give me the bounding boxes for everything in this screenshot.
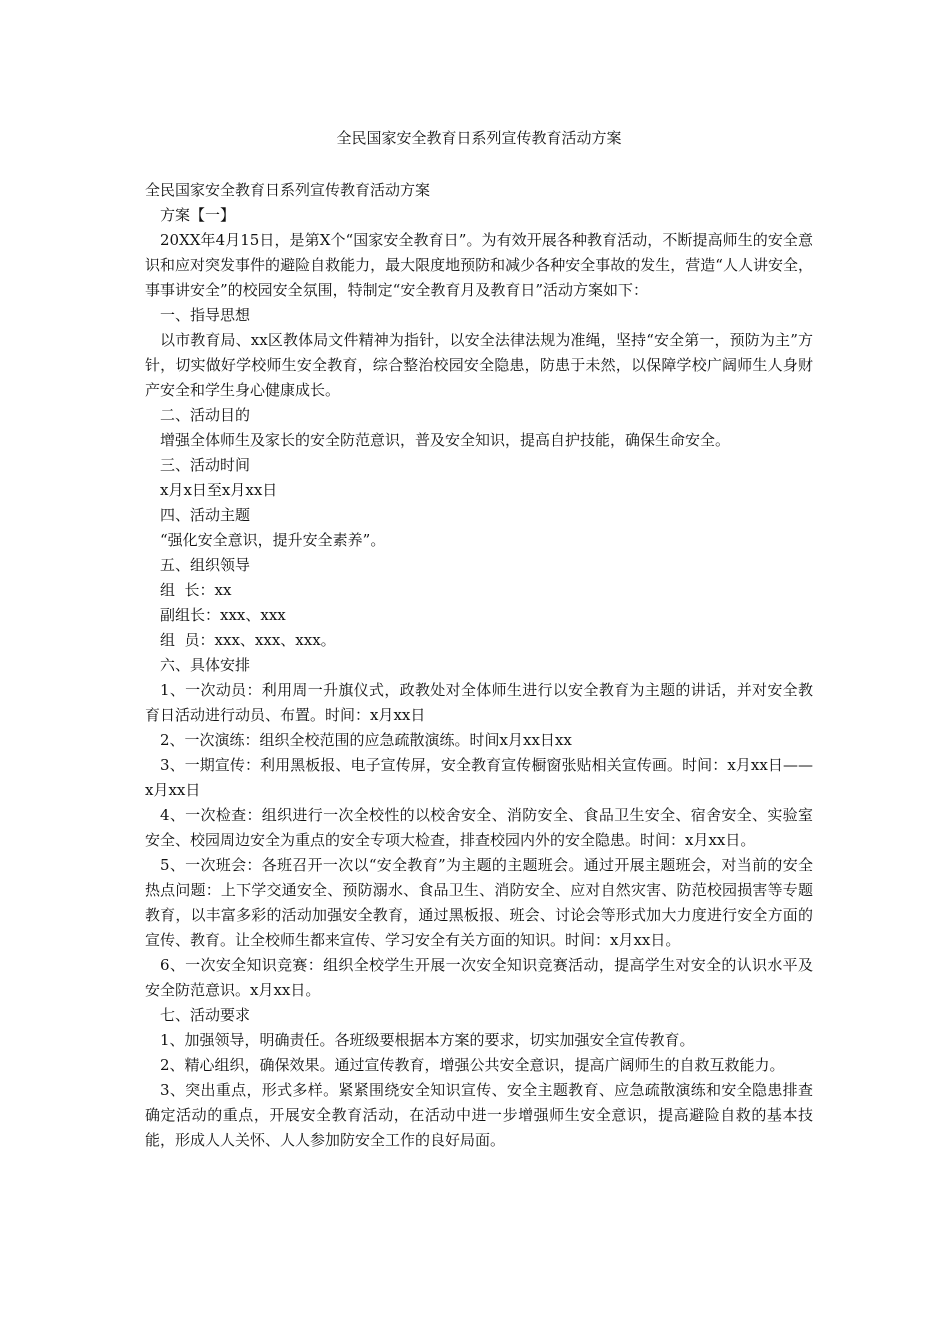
section-heading-theme: 四、活动主题 <box>160 506 251 524</box>
leader-line: 组 长：xx <box>160 581 232 599</box>
requirement-item-2: 2、精心组织，确保效果。通过宣传教育，增强公共安全意识，提高广阔师生的自救互救能力。 <box>160 1056 785 1074</box>
section-heading-guiding-ideology: 一、指导思想 <box>160 306 251 324</box>
section-body-theme: “强化安全意识，提升安全素养”。 <box>160 531 386 549</box>
section-heading-requirements: 七、活动要求 <box>160 1006 251 1024</box>
plan-label: 方案【一】 <box>160 206 236 224</box>
requirement-item-3: 3、突出重点，形式多样。紧紧围绕安全知识宣传、安全主题教育、应急疏散演练和安全隐患排查确定活动的重点，开展安全教育活动，在活动中进一步增强师生安全意识，提高避险自救的基本技能，形成人人关怀、人人参加防安全工作的良好局面。 <box>145 1081 813 1149</box>
section-body-purpose: 增强全体师生及家长的安全防范意识，普及安全知识，提高自护技能，确保生命安全。 <box>160 431 731 449</box>
intro-paragraph: 20XX年4月15日，是第X个“国家安全教育日”。为有效开展各种教育活动，不断提高师生的安全意识和应对突发事件的避险自救能力，最大限度地预防和减少各种安全事故的发生，营造“人人讲安全，事事讲安全”的校园安全氛围，特制定“安全教育月及教育日”活动方案如下： <box>145 231 813 299</box>
section-heading-purpose: 二、活动目的 <box>160 406 251 424</box>
members-line: 组 员：xxx、xxx、xxx。 <box>160 631 336 649</box>
document-subtitle: 全民国家安全教育日系列宣传教育活动方案 <box>145 181 431 199</box>
document-title: 全民国家安全教育日系列宣传教育活动方案 <box>336 129 622 147</box>
arrangement-item-3: 3、一期宣传：利用黑板报、电子宣传屏，安全教育宣传橱窗张贴相关宣传画。时间：x月xx日——x月xx日 <box>145 756 813 799</box>
section-heading-time: 三、活动时间 <box>160 456 251 474</box>
arrangement-item-6: 6、一次安全知识竞赛：组织全校学生开展一次安全知识竞赛活动，提高学生对安全的认识水平及安全防范意识。x月xx日。 <box>145 956 813 999</box>
arrangement-item-5: 5、一次班会：各班召开一次以“安全教育”为主题的主题班会。通过开展主题班会，对当前的安全热点问题：上下学交通安全、预防溺水、食品卫生、消防安全、应对自然灾害、防范校园损害等专题教育，以丰富多彩的活动加强安全教育，通过黑板报、班会、讨论会等形式加大力度进行安全方面的宣传、教育。让全校师生都来宣传、学习安全有关方面的知识。时间：x月xx日。 <box>145 856 813 949</box>
arrangement-item-4: 4、一次检查：组织进行一次全校性的以校舍安全、消防安全、食品卫生安全、宿舍安全、实验室安全、校园周边安全为重点的安全专项大检查，排查校园内外的安全隐患。时间：x月xx日。 <box>145 806 813 849</box>
requirement-item-1: 1、加强领导，明确责任。各班级要根据本方案的要求，切实加强安全宣传教育。 <box>160 1031 695 1049</box>
section-body-time: x月x日至x月xx日 <box>160 481 278 499</box>
document-page <box>145 124 813 1153</box>
section-heading-arrangement: 六、具体安排 <box>160 656 251 674</box>
arrangement-item-1: 1、一次动员：利用周一升旗仪式，政教处对全体师生进行以安全教育为主题的讲话，并对安全教育日活动进行动员、布置。时间：x月xx日 <box>145 681 813 724</box>
section-heading-leadership: 五、组织领导 <box>160 556 251 574</box>
deputy-line: 副组长：xxx、xxx <box>160 606 286 624</box>
arrangement-item-2: 2、一次演练：组织全校范围的应急疏散演练。时间x月xx日xx <box>160 731 572 749</box>
section-body-guiding-ideology: 以市教育局、xx区教体局文件精神为指针，以安全法律法规为准绳，坚持“安全第一，预防为主”方针，切实做好学校师生安全教育，综合整治校园安全隐患，防患于未然，以保障学校广阔师生人身财产安全和学生身心健康成长。 <box>145 331 813 399</box>
